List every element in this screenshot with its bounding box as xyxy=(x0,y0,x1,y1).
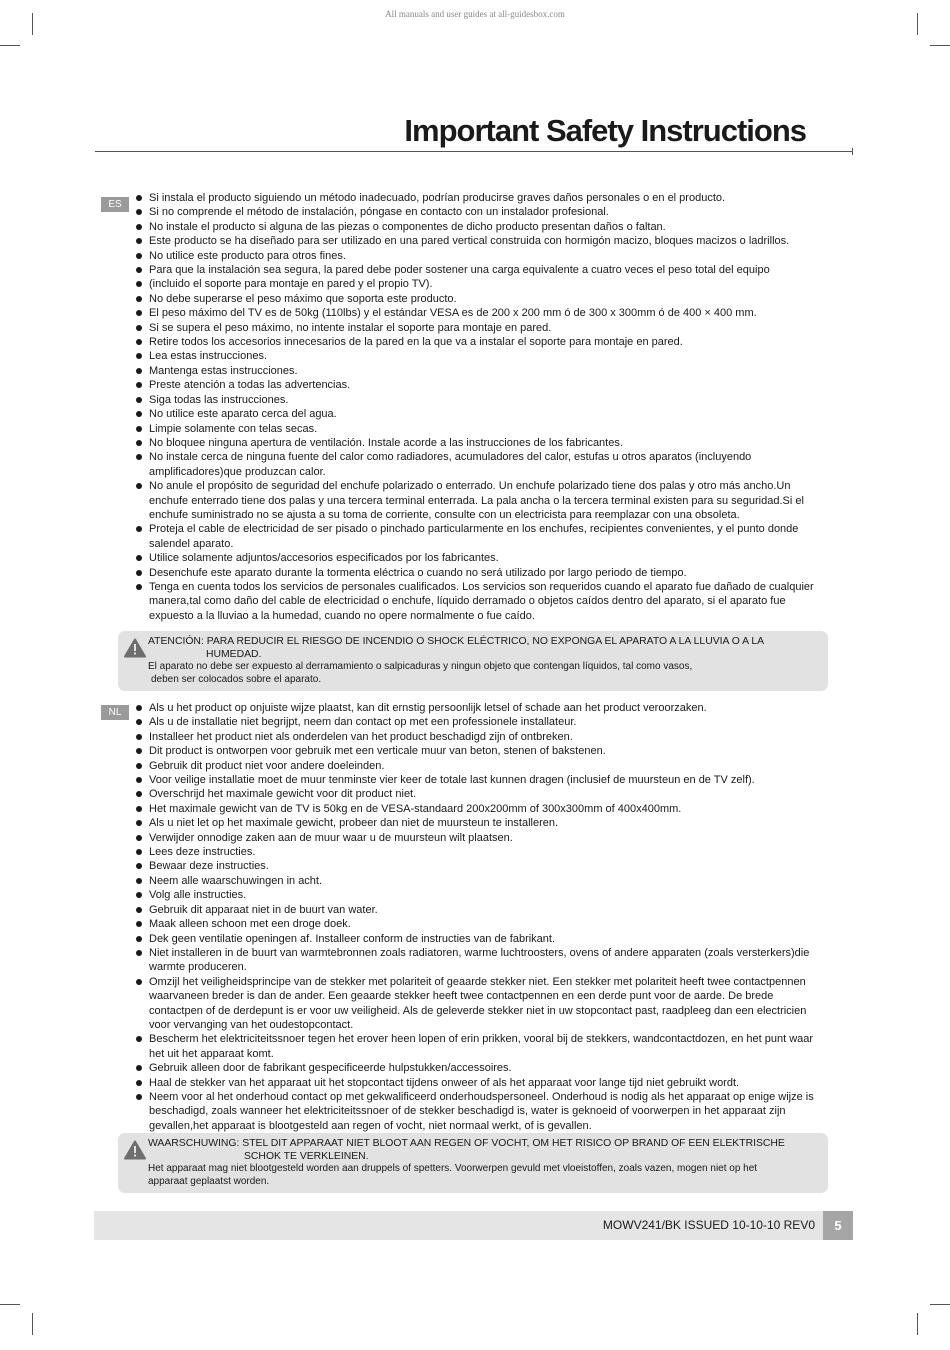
warning-triangle-icon xyxy=(124,638,146,658)
nl-warning-body-line2: apparaat geplaatst worden. xyxy=(148,1175,270,1187)
es-warning-heading xyxy=(148,636,764,662)
title-rule xyxy=(95,151,853,152)
nl-bullet-list xyxy=(136,701,816,1133)
es-bullet-item: Si se supera el peso máximo, no intente instalar el soporte para montaje en pared. xyxy=(136,321,816,335)
nl-warning-body-line1: Het apparaat mag niet blootgesteld worden aan druppels of spetters. Voorwerpen gevuld met vloeistoffen, zoals vazen, mogen niet op het xyxy=(148,1163,758,1174)
nl-bullet-item: Bescherm het elektriciteitssnoer tegen het erover heen lopen of erin prikken, vooral bij de stekkers, wandcontactdozen, en het punt waar het uit het apparaat komt. xyxy=(136,1032,816,1061)
crop-mark xyxy=(0,45,20,46)
nl-warning-box xyxy=(118,1133,828,1193)
nl-bullet-item: Als u de installatie niet begrijpt, neem dan contact op met een professionele installateur. xyxy=(136,715,816,729)
es-bullet-item: No instale cerca de ninguna fuente del calor como radiadores, acumuladores del calor, estufas u otros aparatos (incluyendo amplificadores)que produzcan calor. xyxy=(136,450,816,479)
crop-mark xyxy=(32,1313,33,1335)
es-bullet-item: No bloquee ninguna apertura de ventilación. Instale acorde a las instrucciones de los fabricantes. xyxy=(136,436,816,450)
nl-bullet-item: Overschrijd het maximale gewicht voor dit product niet. xyxy=(136,787,816,801)
language-tag-nl: NL xyxy=(101,705,129,720)
es-warning-heading-line1: ATENCIÓN: PARA REDUCIR EL RIESGO DE INCENDIO O SHOCK ELÉCTRICO, NO EXPONGA EL APARATO A LA LLUVIA O A LA xyxy=(148,636,765,647)
nl-bullet-item: Haal de stekker van het apparaat uit het stopcontact tijdens onweer of als het apparaat voor lange tijd niet gebruikt wordt. xyxy=(136,1076,816,1090)
es-bullet-item: No utilice este producto para otros fines. xyxy=(136,249,816,263)
nl-bullet-item: Voor veilige installatie moet de muur tenminste vier keer de totale last kunnen dragen (inclusief de muursteun en de TV zelf). xyxy=(136,773,816,787)
nl-bullet-item: Het maximale gewicht van de TV is 50kg en de VESA-standaard 200x200mm of 300x300mm of 400x400mm. xyxy=(136,802,816,816)
nl-bullet-item: Gebruik alleen door de fabrikant gespecificeerde hulpstukken/accessoires. xyxy=(136,1061,816,1075)
nl-bullet-item: Gebruik dit apparaat niet in de buurt van water. xyxy=(136,903,816,917)
title-rule-tick xyxy=(852,148,853,155)
es-bullet-item: Limpie solamente con telas secas. xyxy=(136,422,816,436)
nl-bullet-item: Lees deze instructies. xyxy=(136,845,816,859)
nl-bullet-item: Neem voor al het onderhoud contact op met gekwalificeerd onderhoudspersoneel. Onderhoud is nodig als het apparaat op enige wijze is beschadigd, zoals wanneer het elektriciteitssnoer of de stekker beschadigd is, water is geknoeid of voorwerpen in het apparaat zijn gevallen,het apparaat is blootgesteld aan regen of vocht, niet normaal werkt, of is gevallen. xyxy=(136,1090,816,1133)
es-bullet-item: Proteja el cable de electricidad de ser pisado o pinchado particularmente en los enchufes, recipientes convenientes, y el punto donde salendel aparato. xyxy=(136,522,816,551)
es-bullet-item: Siga todas las instrucciones. xyxy=(136,393,816,407)
nl-bullet-item: Dit product is ontworpen voor gebruik met een verticale muur van beton, stenen of bakstenen. xyxy=(136,744,816,758)
nl-bullet-item: Niet installeren in de buurt van warmtebronnen zoals radiatoren, warme luchtroosters, ovens of andere apparaten (zoals versterkers)die warmte produceren. xyxy=(136,946,816,975)
crop-mark xyxy=(930,1304,950,1305)
es-bullet-item: No instale el producto si alguna de las piezas o componentes de dicho producto presentan daños o faltan. xyxy=(136,220,816,234)
es-bullet-list xyxy=(136,191,816,623)
es-bullet-item: Retire todos los accesorios innecesarios de la pared en la que va a instalar el soporte para montaje en pared. xyxy=(136,335,816,349)
es-bullet-item: Preste atención a todas las advertencias. xyxy=(136,378,816,392)
es-warning-body-line1: El aparato no debe ser expuesto al derramamiento o salpicaduras y ningun objeto que contengan líquidos, tal como vasos, xyxy=(148,661,693,672)
nl-bullet-item: Gebruik dit product niet voor andere doeleinden. xyxy=(136,759,816,773)
language-tag-es: ES xyxy=(101,197,129,212)
page-number: 5 xyxy=(823,1211,853,1240)
nl-bullet-item: Dek geen ventilatie openingen af. Installeer conform de instructies van de fabrikant. xyxy=(136,932,816,946)
es-warning-body xyxy=(148,661,692,687)
crop-mark xyxy=(32,13,33,35)
es-bullet-item: Este producto se ha diseñado para ser utilizado en una pared vertical construida con hormigón macizo, bloques macizos o ladrillos. xyxy=(136,234,816,248)
es-bullet-item: Desenchufe este aparato durante la tormenta eléctrica o cuando no será utilizado por largo periodo de tiempo. xyxy=(136,566,816,580)
es-warning-box xyxy=(118,631,828,691)
nl-bullet-item: Volg alle instructies. xyxy=(136,888,816,902)
es-bullet-item: El peso máximo del TV es de 50kg (110lbs) y el estándar VESA es de 200 x 200 mm ó de 300 x 300mm ó de 400 × 400 mm. xyxy=(136,306,816,320)
nl-bullet-item: Verwijder onnodige zaken aan de muur waar u de muursteun wilt plaatsen. xyxy=(136,831,816,845)
nl-bullet-item: Omzijl het veiligheidsprincipe van de stekker met polariteit of geaarde stekker niet. Een stekker met polariteit heeft twee contactpennen waarvaneen breder is dan de ander. Een geaarde stekker heeft twee contactpennen en een derde punt voor de aarde. De brede contactpen of de derdepunt is er voor uw veiligheid. Als de geleverde stekker niet in uw stopcontact past, raadpleeg dan een electricien voor vervanging van het oudestopcontact. xyxy=(136,975,816,1033)
crop-mark xyxy=(917,1313,918,1335)
es-bullet-item: Tenga en cuenta todos los servicios de personales cualificados. Los servicios son requeridos cuando el aparato fue dañado de cualquier manera,tal como daño del cable de electricidad o enchufe, líquido derramado o objetos caídos dentro del aparato, si el aparato fue expuesto a la lluviao a la humedad, cuando no opere normalmente o fue caído. xyxy=(136,580,816,623)
nl-bullet-item: Als u het product op onjuiste wijze plaatst, kan dit ernstig persoonlijk letsel of schade aan het product veroorzaken. xyxy=(136,701,816,715)
footer-model-issue: MOWV241/BK ISSUED 10-10-10 REV0 xyxy=(602,1218,815,1232)
nl-bullet-item: Maak alleen schoon met een droge doek. xyxy=(136,917,816,931)
nl-bullet-item: Neem alle waarschuwingen in acht. xyxy=(136,874,816,888)
es-bullet-item: Mantenga estas instrucciones. xyxy=(136,364,816,378)
nl-warning-heading xyxy=(148,1138,785,1164)
es-bullet-item: Si instala el producto siguiendo un método inadecuado, podrían producirse graves daños personales o en el producto. xyxy=(136,191,816,205)
page-title: Important Safety Instructions xyxy=(404,113,806,148)
nl-bullet-item: Als u niet let op het maximale gewicht, probeer dan niet de muursteun te installeren. xyxy=(136,816,816,830)
nl-warning-heading-line2: SCHOK TE VERKLEINEN. xyxy=(244,1150,369,1162)
header-note: All manuals and user guides at all-guidesbox.com xyxy=(385,9,565,19)
crop-mark xyxy=(0,1304,20,1305)
es-bullet-item: No debe superarse el peso máximo que soporta este producto. xyxy=(136,292,816,306)
es-bullet-item: No anule el propósito de seguridad del enchufe polarizado o enterrado. Un enchufe polarizado tiene dos palas y otro más ancho.Un enchufe enterrado tiene dos palas y una tercera terminal enterrada. La pala ancha o la tercera terminal existen para su seguridad.Si el enchufe suministrado no se ajusta a su toma de corriente, consulte con un electricista para reemplazar con una obsoleta. xyxy=(136,479,816,522)
crop-mark xyxy=(930,45,950,46)
es-bullet-item: Para que la instalación sea segura, la pared debe poder sostener una carga equivalente a cuatro veces el peso total del equipo xyxy=(136,263,816,277)
es-bullet-item: Utilice solamente adjuntos/accesorios especificados por los fabricantes. xyxy=(136,551,816,565)
warning-triangle-icon xyxy=(124,1140,146,1160)
es-warning-heading-line2: HUMEDAD. xyxy=(206,648,262,660)
es-bullet-item: Lea estas instrucciones. xyxy=(136,349,816,363)
es-warning-body-line2: deben ser colocados sobre el aparato. xyxy=(151,673,322,685)
nl-bullet-item: Bewaar deze instructies. xyxy=(136,859,816,873)
es-bullet-item: Si no comprende el método de instalación, póngase en contacto con un instalador profesional. xyxy=(136,205,816,219)
crop-mark xyxy=(917,13,918,35)
nl-warning-body xyxy=(148,1163,757,1189)
es-bullet-item: (incluido el soporte para montaje en pared y el propio TV). xyxy=(136,277,816,291)
es-bullet-item: No utilice este aparato cerca del agua. xyxy=(136,407,816,421)
nl-warning-heading-line1: WAARSCHUWING: STEL DIT APPARAAT NIET BLOOT AAN REGEN OF VOCHT, OM HET RISICO OP BRAND OF EEN ELEKTRISCHE xyxy=(148,1138,785,1149)
nl-bullet-item: Installeer het product niet als onderdelen van het product beschadigd zijn of ontbreken. xyxy=(136,730,816,744)
